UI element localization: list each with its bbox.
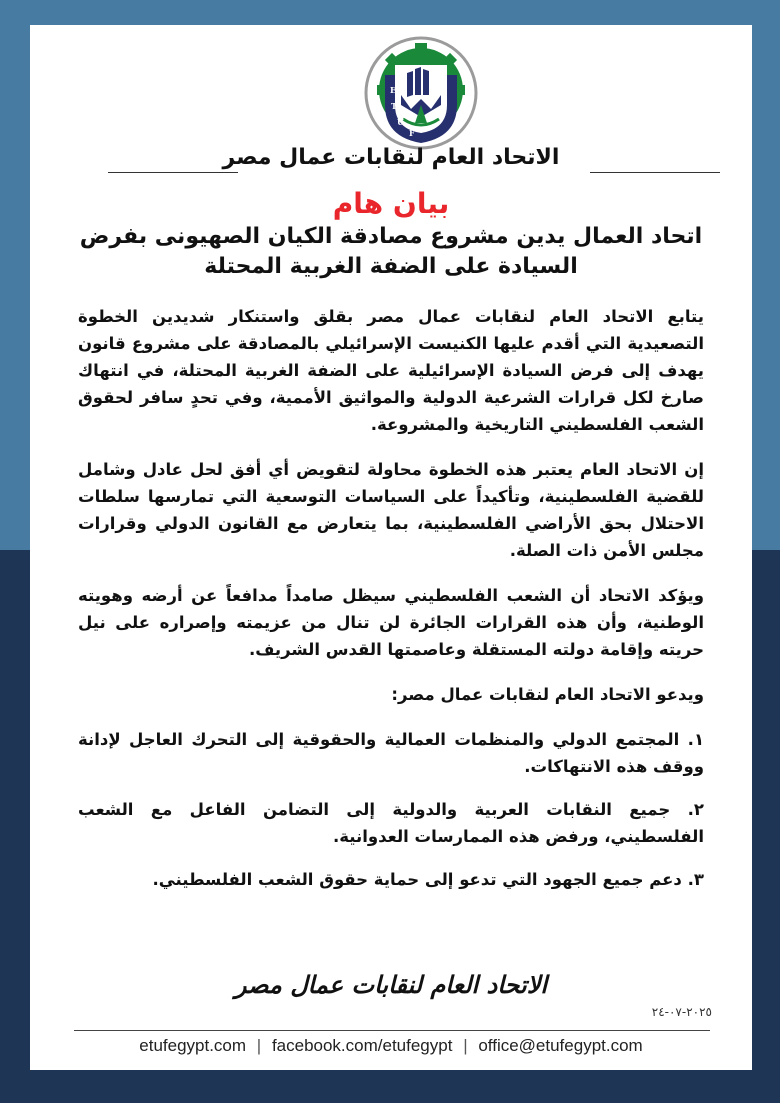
statement-body xyxy=(78,303,704,909)
call-text: دعم جميع الجهود التي تدعو إلى حماية حقوق الشعب الفلسطيني. xyxy=(152,870,682,889)
facebook-link[interactable]: facebook.com/etufegypt xyxy=(271,1036,453,1055)
org-title: الاتحاد العام لنقابات عمال مصر xyxy=(222,145,560,170)
statement-label: بيان هام xyxy=(332,187,450,220)
statement-headline: اتحاد العمال يدين مشروع مصادقة الكيان الصهيونى بفرض السيادة على الضفة الغربية المحتلة xyxy=(79,224,703,279)
website-link[interactable]: etufegypt.com xyxy=(139,1036,247,1055)
org-header xyxy=(30,145,752,185)
header-divider-left xyxy=(108,172,238,173)
email-link[interactable]: office@etufegypt.com xyxy=(478,1036,643,1055)
svg-text:E: E xyxy=(390,85,397,95)
etuf-logo xyxy=(363,35,479,151)
call-text: المجتمع الدولي والمنظمات العمالية والحقوقية إلى التحرك العاجل لإدانة ووقف هذه الانتهاكات. xyxy=(78,730,704,776)
call-text: جميع النقابات العربية والدولية إلى التضامن الفاعل مع الشعب الفلسطيني، ورفض هذه الممارسات العدوانية. xyxy=(78,800,704,846)
call-item xyxy=(78,796,704,850)
call-number: ١. xyxy=(687,730,705,749)
statement-date: ٢٠٢٥-٠٧-٢٤ xyxy=(651,1005,712,1019)
svg-text:U: U xyxy=(397,117,404,127)
svg-text:T: T xyxy=(391,101,397,111)
body-paragraph: ويؤكد الاتحاد أن الشعب الفلسطيني سيظل صامداً مدافعاً عن أرضه وهويته الوطنية، وأن هذه القرارات الجائرة لن تنال من عزيمته وإصراره على نيل حريته وإقامة دولته المستقلة وعاصمتها القدس الشريف. xyxy=(78,586,704,659)
call-number: ٢. xyxy=(687,800,704,819)
body-paragraph: إن الاتحاد العام يعتبر هذه الخطوة محاولة لتقويض أي أفق لحل عادل وشامل للقضية الفلسطينية، وتأكيداً على السياسات التوسعية التي تمارسها سلطات الاحتلال بحق الأراضي الفلسطينية، بما يتعارض مع القانون الدولي وقرارات مجلس الأمن ذات الصلة. xyxy=(78,460,704,560)
etuf-emblem-icon xyxy=(363,35,479,151)
footer-separator: | xyxy=(463,1036,468,1055)
call-item xyxy=(78,726,704,780)
contact-footer xyxy=(30,1036,752,1056)
call-intro: ويدعو الاتحاد العام لنقابات عمال مصر: xyxy=(391,685,704,704)
footer-separator: | xyxy=(256,1036,262,1055)
signature: الاتحاد العام لنقابات عمال مصر xyxy=(234,970,548,999)
calls-list xyxy=(78,726,704,893)
statement-card xyxy=(30,25,752,1070)
call-item xyxy=(78,866,704,893)
call-number: ٣. xyxy=(687,870,704,889)
svg-text:F: F xyxy=(409,128,415,138)
footer-divider xyxy=(74,1030,710,1031)
header-divider-right xyxy=(590,172,720,173)
body-paragraph: يتابع الاتحاد العام لنقابات عمال مصر بقلق واستنكار شديدين الخطوة التصعيدية التي أقدم عليها الكنيست الإسرائيلي بالمصادقة على مشروع قانون يهدف إلى فرض السيادة الإسرائيلية على الضفة الغربية المحتلة، في انتهاك صارخ لكل قرارات الشرعية الدولية والمواثيق الأممية، وفي تحدٍ سافر لحقوق الشعب الفلسطيني التاريخية والمشروعة. xyxy=(78,307,704,434)
